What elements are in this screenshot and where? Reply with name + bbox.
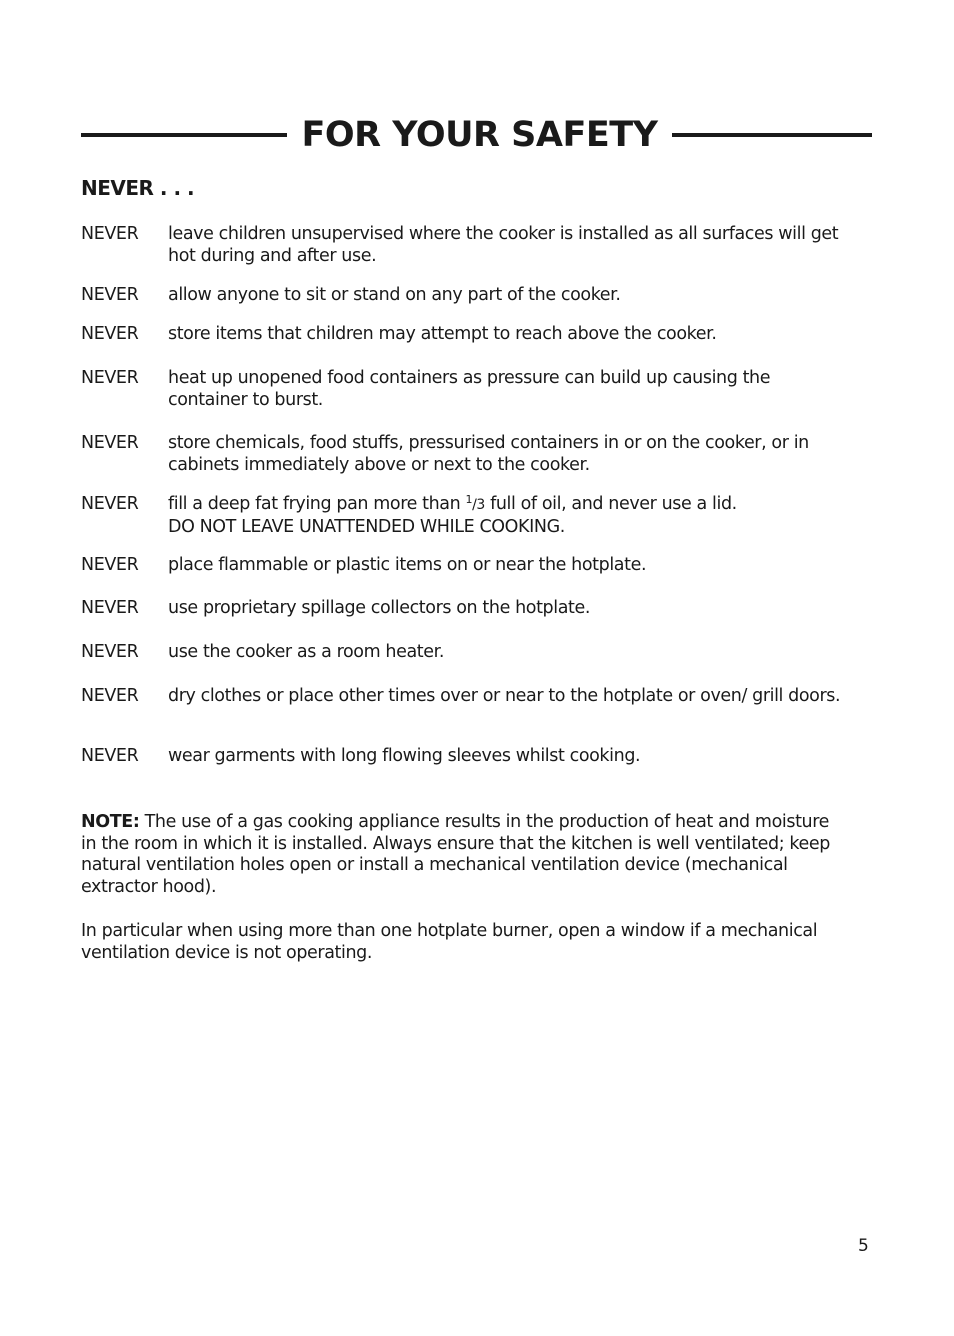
item-text: use the cooker as a room heater. (168, 642, 444, 662)
item-text (168, 494, 841, 538)
item-keyword: NEVER (81, 285, 139, 305)
item-text: place flammable or plastic items on or near the hotplate. (168, 555, 647, 575)
list-item (81, 746, 841, 768)
list-item (81, 285, 841, 307)
item-keyword: NEVER (81, 368, 139, 388)
title-rule-right (672, 133, 872, 137)
item-keyword: NEVER (81, 324, 139, 344)
fraction-denominator: /3 (472, 497, 485, 513)
item-text: dry clothes or place other times over or near to the hotplate or oven/ grill doors. (168, 686, 841, 706)
item-text: wear garments with long flowing sleeves whilst cooking. (168, 746, 641, 766)
list-item (81, 598, 841, 620)
page-number: 5 (858, 1236, 869, 1256)
note-text: The use of a gas cooking appliance results in the production of heat and moisture in the room in which it is installed. Always ensure that the kitchen is well ventilated; keep natural ventilation holes open or install a mechanical ventilation device (mechanical extractor hood). (81, 812, 830, 897)
list-item (81, 324, 841, 346)
item-text-before: fill a deep fat frying pan more than (168, 494, 466, 514)
note-label: NOTE: (81, 812, 140, 832)
section-heading: NEVER . . . (81, 176, 195, 200)
item-keyword: NEVER (81, 224, 139, 244)
item-keyword: NEVER (81, 555, 139, 575)
item-text: store chemicals, food stuffs, pressurised containers in or on the cooker, or in cabinets immediately above or next to the cooker. (168, 433, 809, 475)
item-keyword: NEVER (81, 433, 139, 453)
list-item (81, 368, 841, 411)
list-item (81, 686, 841, 708)
item-text: use proprietary spillage collectors on the hotplate. (168, 598, 591, 618)
list-item (81, 224, 841, 267)
fraction-numerator: 1 (465, 493, 473, 506)
ventilation-paragraph: In particular when using more than one hotplate burner, open a window if a mechanical ventilation device is not operating. (81, 921, 818, 963)
page-title: FOR YOUR SAFETY (301, 115, 658, 155)
list-item (81, 555, 841, 577)
item-keyword: NEVER (81, 598, 139, 618)
item-keyword: NEVER (81, 686, 139, 706)
title-rule-left (81, 133, 287, 137)
list-item (81, 642, 841, 664)
item-text: leave children unsupervised where the cooker is installed as all surfaces will get hot during and after use. (168, 224, 839, 266)
item-keyword: NEVER (81, 642, 139, 662)
list-item (81, 494, 841, 538)
item-keyword: NEVER (81, 746, 139, 766)
note-paragraph (81, 812, 841, 898)
item-text: heat up unopened food containers as pressure can build up causing the container to burst. (168, 368, 771, 410)
item-keyword: NEVER (81, 494, 139, 514)
item-text: store items that children may attempt to reach above the cooker. (168, 324, 717, 344)
title-row (81, 108, 872, 162)
item-text-after: full of oil, and never use a lid. (484, 494, 737, 514)
item-text: allow anyone to sit or stand on any part of the cooker. (168, 285, 621, 305)
list-item (81, 433, 841, 476)
item-warning: DO NOT LEAVE UNATTENDED WHILE COOKING. (168, 516, 565, 537)
